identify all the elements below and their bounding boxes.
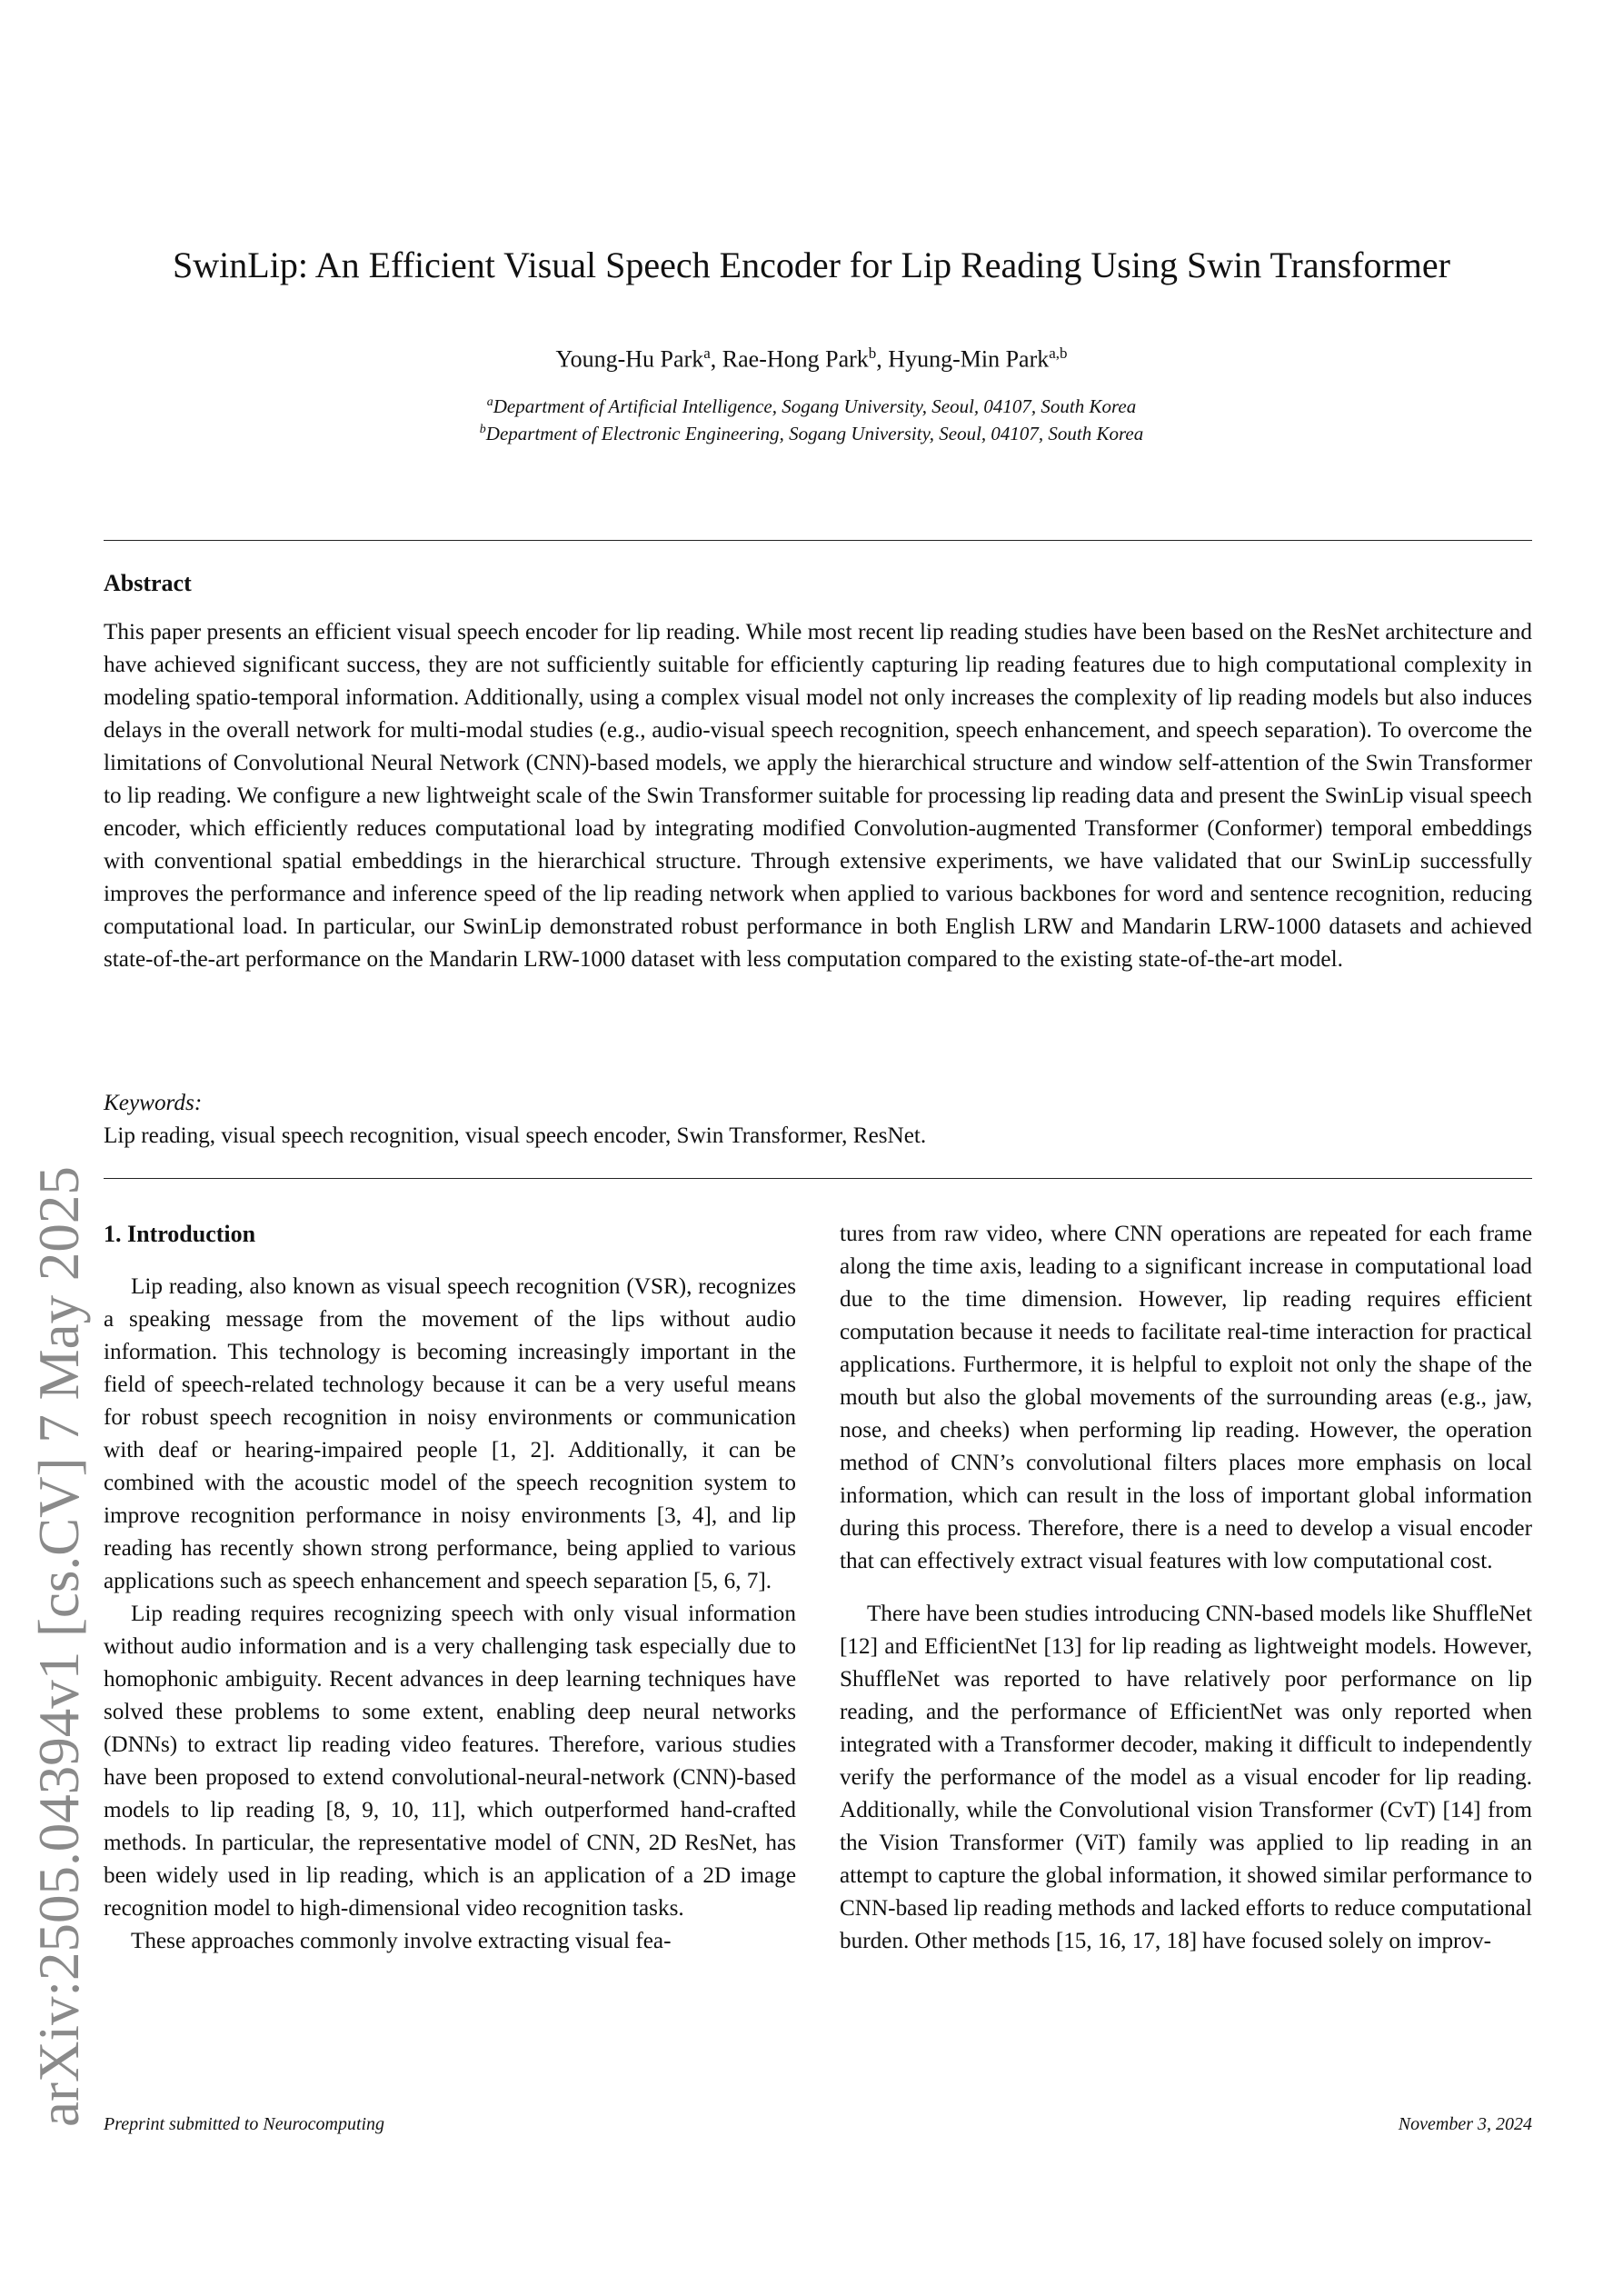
affiliation-mark: a xyxy=(486,395,493,409)
affiliation-text: Department of Artificial Intelligence, Sogang University, Seoul, 04107, South Korea xyxy=(493,395,1137,417)
affiliation-mark: b xyxy=(479,423,486,436)
paragraph: Lip reading requires recognizing speech with only visual information without audio information and is a very challenging task especially due to homophonic ambiguity. Recent advances in deep learning techniques have solved these problems to some extent, enabling deep neural networks (DNNs) to extract lip reading video features. Therefore, various studies have been proposed to extend convolutional-neural-network (CNN)-based models to lip reading [8, 9, 10, 11], which outperformed hand-crafted methods. In particular, the representative model of CNN, 2D ResNet, has been widely used in lip reading, which is an application of a 2D image recognition model to high-dimensional video recognition tasks. xyxy=(104,1602,796,1921)
keywords-text: Lip reading, visual speech recognition, visual speech encoder, Swin Transformer, ResNet. xyxy=(104,1123,927,1148)
right-column xyxy=(840,1218,1532,1958)
affiliation xyxy=(0,390,1623,419)
keywords-rule xyxy=(104,1178,1532,1179)
footer-date: November 3, 2024 xyxy=(1398,2114,1532,2134)
paragraph: These approaches commonly involve extracting visual fea- xyxy=(131,1929,672,1953)
abstract-text: This paper presents an efficient visual speech encoder for lip reading. While most recent lip reading studies have been based on the ResNet architecture and have achieved significant success, they are not sufficiently suitable for efficiently capturing lip reading features due to high computational complexity in modeling spatio-temporal information. Additionally, using a complex visual model not only increases the complexity of lip reading models but also induces delays in the overall network for multi-modal studies (e.g., audio-visual speech recognition, speech enhancement, and speech separation). To overcome the limitations of Convolutional Neural Network (CNN)-based models, we apply the hierarchical structure and window self-attention of the Swin Transformer to lip reading. We configure a new lightweight scale of the Swin Transformer suitable for processing lip reading data and present the SwinLip visual speech encoder, which efficiently reduces computational load by integrating modified Convolution-augmented Transformer (Conformer) temporal embeddings with conventional spatial embeddings in the hierarchical structure. Through extensive experiments, we have validated that our SwinLip successfully improves the performance and inference speed of the lip reading network when applied to various backbones for word and sentence recognition, reducing computational load. In particular, our SwinLip demonstrated robust performance in both English LRW and Mandarin LRW-1000 datasets and achieved state-of-the-art performance on the Mandarin LRW-1000 dataset with less computation compared to the existing state-of-the-art model. xyxy=(104,620,1532,972)
author-name: Young-Hu Park xyxy=(555,345,704,373)
section-heading: 1. Introduction xyxy=(104,1221,256,1247)
author-affiliation-mark: a xyxy=(703,344,711,362)
keywords-label: Keywords: xyxy=(104,1091,203,1115)
paragraph: There have been studies introducing CNN-based models like ShuffleNet [12] and EfficientNet [13] for lip reading as lightweight models. However, ShuffleNet was reported to have relatively poor performance on lip reading, and the performance of EfficientNet was only reported when integrated with a Transformer decoder, making it difficult to independently verify the performance of the model as a visual encoder for lip reading. Additionally, while the Convolutional vision Transformer (CvT) [14] from the Vision Transformer (ViT) family was applied to lip reading in an attempt to capture the global information, it showed similar performance to CNN-based lip reading methods and lacked efforts to reduce computational burden. Other methods [15, 16, 17, 18] have focused solely on improv- xyxy=(840,1602,1532,1953)
abstract-heading: Abstract xyxy=(104,570,192,596)
author-name: Hyung-Min Park xyxy=(888,345,1050,373)
paragraph: Lip reading, also known as visual speech recognition (VSR), recognizes a speaking message from the movement of the lips without audio information. This technology is becoming increasingly important in the field of speech-related technology because it can be a very useful means for robust speech recognition in noisy environments or communication with deaf or hearing-impaired people [1, 2]. Additionally, it can be combined with the acoustic model of the speech recognition system to improve recognition performance in noisy environments [3, 4], and lip reading has recently shown strong performance, being applied to various applications such as speech enhancement and speech separation [5, 6, 7]. xyxy=(104,1274,796,1593)
top-rule xyxy=(104,540,1532,541)
paragraph: tures from raw video, where CNN operations are repeated for each frame along the time axis, leading to a significant increase in computational load due to the time dimension. However, lip reading requires efficient computation because it needs to facilitate real-time interaction for practical applications. Furthermore, it is helpful to exploit not only the shape of the mouth but also the global movements of the surrounding areas (e.g., jaw, nose, and cheeks) when performing lip reading. However, the operation method of CNN’s convolutional filters places more emphasis on local information, which can result in the loss of important global information during this process. Therefore, there is a need to develop a visual encoder that can effectively extract visual features with low computational cost. xyxy=(840,1222,1532,1573)
author-affiliation-mark: a,b xyxy=(1049,344,1068,362)
affiliation-text: Department of Electronic Engineering, Sogang University, Seoul, 04107, South Korea xyxy=(485,423,1144,444)
author-affiliation-mark: b xyxy=(868,344,877,362)
author-list: Young-Hu Park$^a$, Rae-Hong Park$^b$, Hyung-Min Park$^{a,b}$ xyxy=(555,344,1068,373)
arxiv-identifier: arXiv:2505.04394v1 [cs.CV] 7 May 2025 xyxy=(27,1166,91,2127)
affiliation xyxy=(0,417,1623,446)
left-column xyxy=(104,1218,796,1958)
author-name: Rae-Hong Park xyxy=(722,345,869,373)
footer-journal: Preprint submitted to Neurocomputing xyxy=(104,2114,385,2134)
paper-title: SwinLip: An Efficient Visual Speech Encoder for Lip Reading Using Swin Transformer xyxy=(173,245,1450,285)
